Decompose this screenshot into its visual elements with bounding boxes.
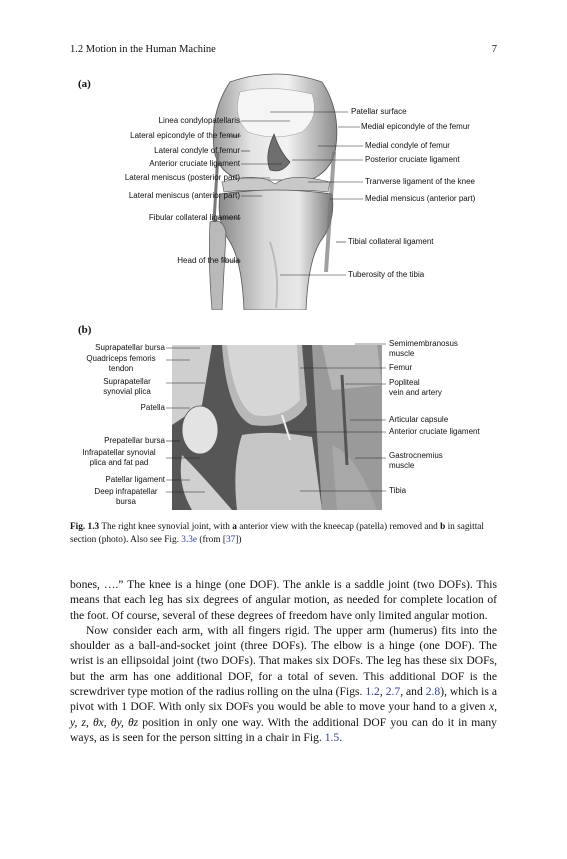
label-tibia: Tibia (389, 486, 407, 495)
label-prepatellar-bursa: Prepatellar bursa (104, 436, 165, 445)
label-suprapatellar-bursa: Suprapatellar bursa (95, 343, 165, 352)
figure-link-2-8[interactable]: 2.8 (425, 685, 441, 699)
figure-caption (70, 521, 497, 547)
label-suprapatellar-plica: Suprapatellar synovial plica (103, 377, 151, 396)
figure-link-1-5[interactable]: 1.5 (324, 730, 340, 744)
paragraph-2-text-3: position in only one way. With the additional DOF you can do it in many ways, as is seen for the person sitting in a chair in Fig. (70, 715, 497, 744)
caption-figure-number: Fig. 1.3 (70, 522, 100, 532)
caption-figure-link[interactable]: 3.3e (181, 535, 198, 545)
label-medial-epicondyle: Medial epicondyle of the femur (361, 122, 470, 131)
label-patella: Patella (140, 403, 165, 412)
label-gastrocnemius: Gastrocnemius muscle (389, 451, 443, 470)
label-articular-capsule: Articular capsule (389, 415, 449, 424)
panel-b-label: (b) (78, 324, 92, 336)
label-transverse-ligament: Tranverse ligament of the knee (365, 177, 475, 186)
paragraph-2-text-1: Now consider each arm, with all fingers rigid. The upper arm (humerus) fits into the shoulder as a ball-and-socket joint (three DOFs). The elbow is a hinge (one DOF). The wrist is an ellipsoidal joint (two DOFs). That makes six DOFs. The leg has these six DOFs, but the arm has one additional DOF, for a total of seven. This additional DOF is the screwdriver type motion of the radius rolling on the ulna (Figs. (70, 623, 497, 699)
label-deep-infrapatellar-bursa: Deep infrapatellar bursa (94, 487, 158, 506)
body-text (70, 577, 497, 745)
page-number: 7 (491, 44, 497, 55)
figure-link-1-2[interactable]: 1.2 (365, 685, 380, 699)
label-quadriceps-tendon: Quadriceps femoris tendon (86, 354, 156, 373)
paragraph-2 (70, 623, 497, 745)
caption-citation-link[interactable]: 37 (225, 535, 236, 545)
caption-text-4: (from [ (197, 535, 226, 545)
label-medial-meniscus: Medial mensicus (anterior part) (365, 194, 476, 203)
label-semimembranosus: Semimembranosus muscle (389, 339, 458, 358)
caption-text-2: anterior view with the kneecap (patella) removed and (236, 522, 441, 532)
paragraph-2-end: . (339, 730, 343, 744)
label-popliteal-vessels: Popliteal vein and artery (389, 378, 442, 397)
label-anterior-cruciate-b: Anterior cruciate ligament (389, 427, 480, 436)
label-tibial-collateral: Tibial collateral ligament (348, 237, 434, 246)
label-fibular-collateral: Fibular collateral ligament (148, 213, 240, 222)
label-lateral-meniscus-anterior: Lateral meniscus (anterior part) (128, 191, 240, 200)
caption-text-1: The right knee synovial joint, with (99, 522, 233, 532)
coordinate-list: x, y, z, θx, θy, θz (70, 700, 497, 729)
caption-text-5: ]) (235, 535, 242, 545)
label-posterior-cruciate: Posterior cruciate ligament (365, 155, 460, 164)
label-lateral-condyle: Lateral condyle of femur (154, 146, 240, 155)
paragraph-2-sep-1: , (379, 685, 386, 699)
label-lateral-epicondyle: Lateral epicondyle of the femur (130, 131, 240, 140)
paragraph-2-text-2: ), which is a pivot with 1 DOF. With only six DOFs you would be able to move your hand to a given (70, 685, 497, 714)
panel-a-label: (a) (78, 78, 91, 90)
label-femur: Femur (389, 363, 413, 372)
panel-b-leader-lines (0, 320, 567, 520)
label-lateral-meniscus-posterior: Lateral meniscus (posterior part) (124, 173, 240, 182)
caption-panel-a-ref: a (232, 522, 237, 532)
label-tuberosity-tibia: Tuberosity of the tibia (348, 270, 425, 279)
panel-a-leader-lines (0, 0, 567, 320)
caption-panel-b-ref: b (440, 522, 446, 532)
label-head-of-fibula: Head of the fibula (177, 256, 240, 265)
label-anterior-cruciate-a: Anterior cruciate ligament (149, 159, 240, 168)
paragraph-1: bones, ….” The knee is a hinge (one DOF). The ankle is a saddle joint (two DOFs). This means that each leg has six degrees of angular motion, as needed for complete location of the foot. Of course, several of these degrees of freedom have only limited angular motion. (70, 578, 497, 622)
paragraph-2-sep-2: , and (400, 685, 426, 699)
label-patellar-surface: Patellar surface (351, 107, 407, 116)
running-header-section: 1.2 Motion in the Human Machine (70, 44, 216, 55)
label-linea-condylopatellaris: Linea condylopatellaris (158, 116, 240, 125)
caption-text-3: in sagittal section (photo). Also see Fig. (70, 522, 484, 545)
label-medial-condyle: Medial condyle of femur (365, 141, 450, 150)
label-infrapatellar-plica: Infrapatellar synovial plica and fat pad (82, 448, 156, 467)
label-patellar-ligament: Patellar ligament (105, 475, 165, 484)
figure-link-2-7[interactable]: 2.7 (385, 685, 401, 699)
